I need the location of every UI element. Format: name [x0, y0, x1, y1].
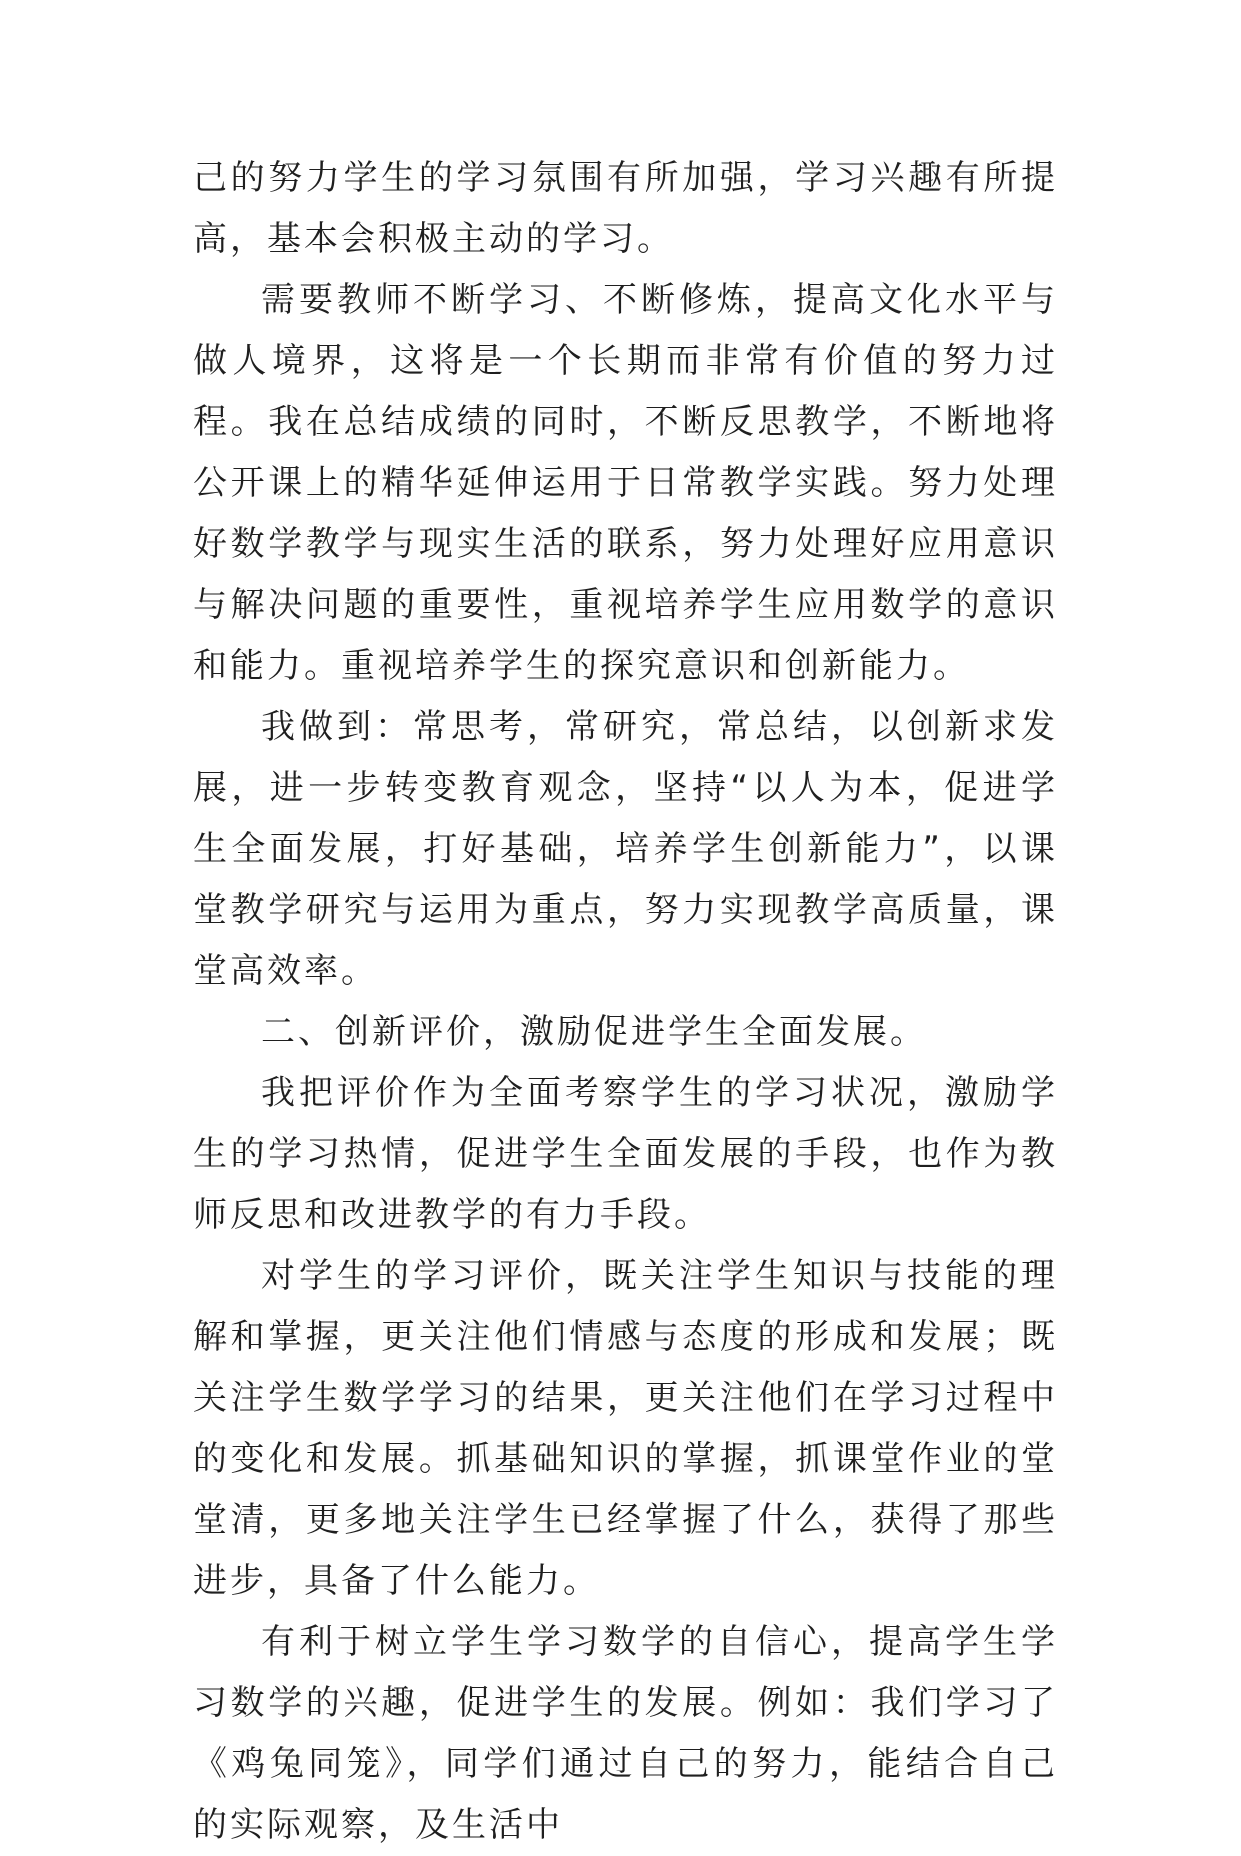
section-heading-evaluation: 二、创新评价，激励促进学生全面发展。	[261, 1012, 927, 1052]
paragraph-continuation: 己的努力学生的学习氛围有所加强，学习兴趣有所提高，基本会积极主动的学习。	[193, 158, 1058, 259]
paragraph-learning-evaluation: 对学生的学习评价，既关注学生知识与技能的理解和掌握，更关注他们情感与态度的形成和发展；既关注学生数学学习的结果，更关注他们在学习过程中的变化和发展。抓基础知识的掌握，抓课堂作业的堂堂清，更多地关注学生已经掌握了什么，获得了那些进步，具备了什么能力。	[193, 1256, 1058, 1601]
paragraph-evaluation-purpose: 我把评价作为全面考察学生的学习状况，激励学生的学习热情，促进学生全面发展的手段，也作为教师反思和改进教学的有力手段。	[193, 1073, 1058, 1235]
paragraph-teacher-learning: 需要教师不断学习、不断修炼，提高文化水平与做人境界，这将是一个长期而非常有价值的努力过程。我在总结成绩的同时，不断反思教学，不断地将公开课上的精华延伸运用于日常教学实践。努力处理好数学教学与现实生活的联系，努力处理好应用意识与解决问题的重要性，重视培养学生应用数学的意识和能力。重视培养学生的探究意识和创新能力。	[193, 280, 1058, 686]
paragraph-practice: 我做到：常思考，常研究，常总结，以创新求发展，进一步转变教育观念，坚持“以人为本，促进学生全面发展，打好基础，培养学生创新能力”，以课堂教学研究与运用为重点，努力实现教学高质量，课堂高效率。	[193, 707, 1058, 991]
paragraph-confidence-example: 有利于树立学生学习数学的自信心，提高学生学习数学的兴趣，促进学生的发展。例如：我们学习了《鸡兔同笼》，同学们通过自己的努力，能结合自己的实际观察，及生活中	[193, 1622, 1058, 1845]
document-body	[193, 148, 1058, 1856]
